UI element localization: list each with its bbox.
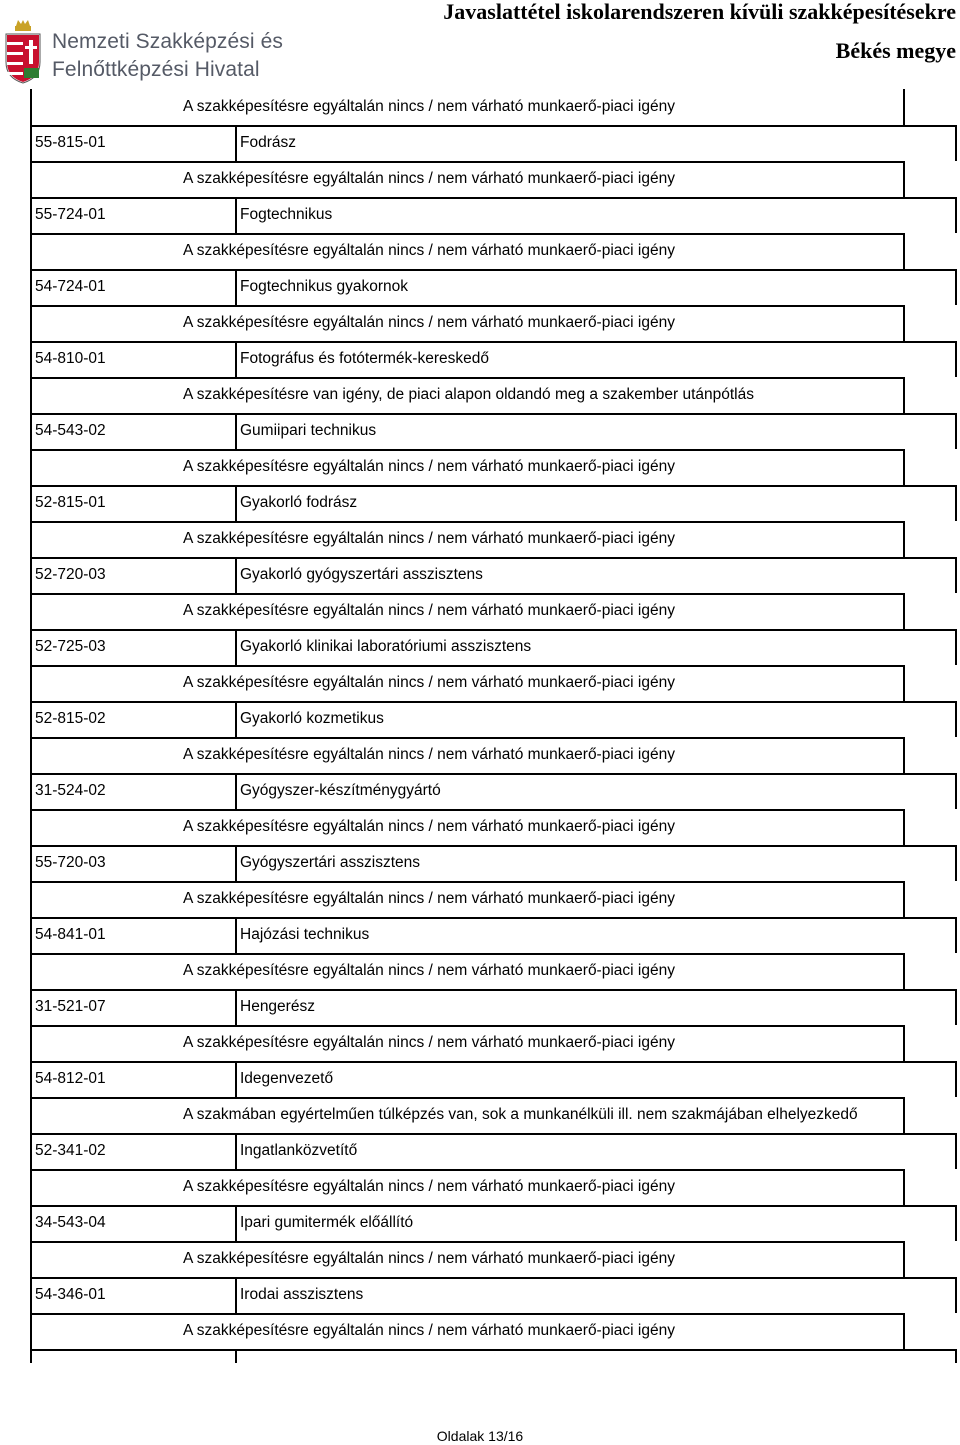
status-text: A szakképesítésre egyáltalán nincs / nem várható munkaerő-piaci igény: [183, 962, 675, 979]
status-text: A szakképesítésre egyáltalán nincs / nem várható munkaerő-piaci igény: [183, 98, 675, 115]
status-band: [30, 953, 957, 989]
status-band: [30, 161, 957, 197]
qualification-code: 52-725-03: [35, 638, 106, 655]
status-band: [30, 1241, 957, 1277]
qualification-code: 52-815-01: [35, 494, 106, 511]
status-band: [30, 377, 957, 413]
status-text: A szakképesítésre egyáltalán nincs / nem várható munkaerő-piaci igény: [183, 530, 675, 547]
table-row: [30, 557, 957, 593]
status-band: [30, 521, 957, 557]
table-row: [30, 485, 957, 521]
status-text: A szakképesítésre egyáltalán nincs / nem várható munkaerő-piaci igény: [183, 242, 675, 259]
table-row: [30, 845, 957, 881]
qualification-table: [30, 89, 957, 1363]
qualification-name: Gyakorló fodrász: [240, 494, 358, 511]
qualification-name: Hengerész: [240, 998, 315, 1015]
county-subtitle: Békés megye: [835, 38, 956, 63]
qualification-name: Gyógyszertári asszisztens: [240, 854, 421, 871]
qualification-name: Gyakorló gyógyszertári asszisztens: [240, 566, 483, 583]
hungarian-coat-of-arms-icon: [4, 20, 42, 84]
table-row: [30, 629, 957, 665]
table-row: [30, 773, 957, 809]
qualification-name: Fogtechnikus gyakornok: [240, 278, 409, 295]
qualification-code: 55-720-03: [35, 854, 106, 871]
table-row: [30, 1205, 957, 1241]
qualification-name: Gyakorló klinikai laboratóriumi asszisztens: [240, 638, 532, 655]
qualification-name: Ingatlanközvetítő: [240, 1142, 358, 1159]
status-band: [30, 1169, 957, 1205]
table-row: [30, 197, 957, 233]
status-band: [30, 233, 957, 269]
document-title: Javaslattétel iskolarendszeren kívüli szakképesítésekre: [443, 0, 956, 24]
agency-logo-text: [52, 28, 283, 84]
qualification-name: Fogtechnikus: [240, 206, 333, 223]
status-text: A szakképesítésre egyáltalán nincs / nem várható munkaerő-piaci igény: [183, 1322, 675, 1339]
status-band: [30, 1025, 957, 1061]
table-row: [30, 269, 957, 305]
status-text: A szakképesítésre egyáltalán nincs / nem várható munkaerő-piaci igény: [183, 674, 675, 691]
status-text: A szakképesítésre egyáltalán nincs / nem várható munkaerő-piaci igény: [183, 1178, 675, 1195]
status-text: A szakképesítésre egyáltalán nincs / nem várható munkaerő-piaci igény: [183, 314, 675, 331]
status-text: A szakképesítésre van igény, de piaci alapon oldandó meg a szakember utánpótlás: [183, 386, 754, 403]
qualification-code: 52-341-02: [35, 1142, 106, 1159]
status-text: A szakképesítésre egyáltalán nincs / nem várható munkaerő-piaci igény: [183, 818, 675, 835]
qualification-code: 54-841-01: [35, 926, 106, 943]
status-band: [30, 737, 957, 773]
status-text: A szakképesítésre egyáltalán nincs / nem várható munkaerő-piaci igény: [183, 170, 675, 187]
status-band: [30, 593, 957, 629]
qualification-name: Gyakorló kozmetikus: [240, 710, 384, 727]
status-band: [30, 449, 957, 485]
qualification-code: 52-815-02: [35, 710, 106, 727]
table-row: [30, 917, 957, 953]
status-text: A szakképesítésre egyáltalán nincs / nem várható munkaerő-piaci igény: [183, 746, 675, 763]
status-text: A szakmában egyértelműen túlképzés van, sok a munkanélküli ill. nem szakmájában elhelyezkedő: [183, 1106, 858, 1123]
qualification-name: Gyógyszer-készítménygyártó: [240, 782, 441, 799]
status-band: [30, 1097, 957, 1133]
qualification-code: 31-524-02: [35, 782, 106, 799]
status-text: A szakképesítésre egyáltalán nincs / nem várható munkaerő-piaci igény: [183, 890, 675, 907]
status-band: [30, 881, 957, 917]
table-row: [30, 1133, 957, 1169]
qualification-code: 54-543-02: [35, 422, 106, 439]
qualification-name: Ipari gumitermék előállító: [240, 1214, 414, 1231]
status-text: A szakképesítésre egyáltalán nincs / nem várható munkaerő-piaci igény: [183, 1034, 675, 1051]
page-header: [0, 0, 960, 96]
status-text: A szakképesítésre egyáltalán nincs / nem várható munkaerő-piaci igény: [183, 458, 675, 475]
qualification-name: Idegenvezető: [240, 1070, 334, 1087]
qualification-code: 31-521-07: [35, 998, 106, 1015]
qualification-name: Fodrász: [240, 134, 296, 151]
qualification-code: 55-815-01: [35, 134, 106, 151]
status-text: A szakképesítésre egyáltalán nincs / nem várható munkaerő-piaci igény: [183, 1250, 675, 1267]
status-band: [30, 1313, 957, 1349]
qualification-name: Hajózási technikus: [240, 926, 370, 943]
table-row: [30, 413, 957, 449]
qualification-code: 54-810-01: [35, 350, 106, 367]
table-row: [30, 341, 957, 377]
qualification-code: 54-346-01: [35, 1286, 106, 1303]
page-number: Oldalak 13/16: [436, 1428, 524, 1444]
table-row: [30, 1277, 957, 1313]
status-band: [30, 665, 957, 701]
status-band: [30, 89, 957, 125]
table-continuation-edge: [30, 1349, 957, 1363]
table-row: [30, 701, 957, 737]
status-text: A szakképesítésre egyáltalán nincs / nem várható munkaerő-piaci igény: [183, 602, 675, 619]
table-row: [30, 1061, 957, 1097]
logo-line-1: Nemzeti Szakképzési és: [52, 30, 283, 53]
logo-line-2: Felnőttképzési Hivatal: [52, 58, 260, 81]
qualification-code: 54-812-01: [35, 1070, 106, 1087]
qualification-code: 52-720-03: [35, 566, 106, 583]
status-band: [30, 305, 957, 341]
qualification-code: 55-724-01: [35, 206, 106, 223]
table-row: [30, 125, 957, 161]
table-row: [30, 989, 957, 1025]
qualification-name: Gumiipari technikus: [240, 422, 377, 439]
qualification-name: Irodai asszisztens: [240, 1286, 364, 1303]
page-footer: [0, 1427, 960, 1445]
status-band: [30, 809, 957, 845]
qualification-code: 54-724-01: [35, 278, 106, 295]
qualification-code: 34-543-04: [35, 1214, 106, 1231]
qualification-name: Fotográfus és fotótermék-kereskedő: [240, 350, 489, 367]
